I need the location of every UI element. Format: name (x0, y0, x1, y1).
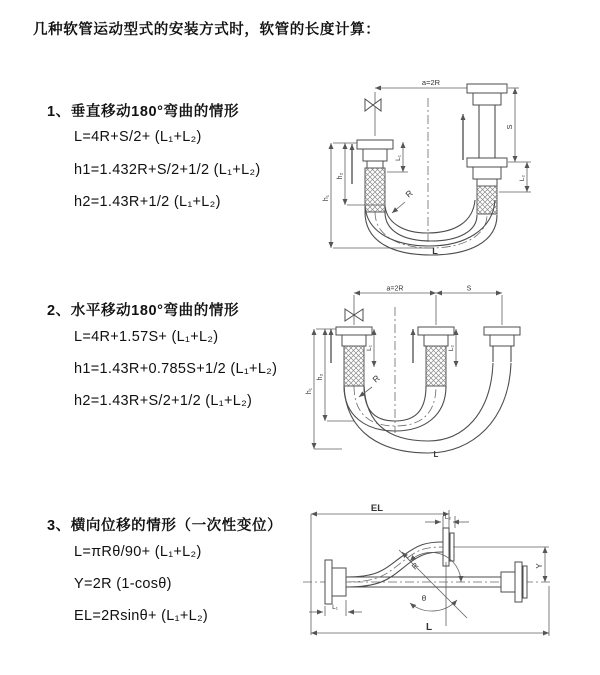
radius-label-r: R (410, 561, 421, 572)
dim-label-s: S (505, 124, 514, 130)
formula-line: h2=1.43R+S/2+1/2 (L₁+L₂) (74, 393, 253, 409)
dim-label-a2r: a=2R (421, 78, 441, 87)
dim-label-l2: L₂ (448, 344, 455, 352)
right-flange (501, 562, 527, 602)
middle-pipe-assembly (418, 327, 454, 386)
left-pipe-assembly (357, 140, 393, 212)
section-1-heading: 1、垂直移动180°弯曲的情形 (47, 104, 240, 120)
page-title: 几种软管运动型式的安装方式时，软管的长度计算： (33, 22, 381, 38)
diagram-horizontal-180-bend (306, 283, 568, 460)
section-3-heading: 3、横向位移的情形（一次性变位） (47, 518, 283, 534)
valve-icon (365, 99, 381, 111)
dim-label-a2r: a=2R (386, 285, 404, 293)
formula-line: h1=1.432R+S/2+1/2 (L₁+L₂) (74, 162, 261, 178)
radius-label-r: R (403, 187, 415, 200)
formula-line: EL=2Rsinθ+ (L₁+L₂) (74, 608, 209, 624)
dim-label-l2: L₂ (519, 174, 526, 182)
dim-label-h2: h₂ (337, 172, 344, 180)
dim-label-l1: L₁ (366, 345, 373, 351)
length-label-l: L (433, 450, 439, 459)
dim-label-l1: L₁ (395, 155, 402, 161)
dim-label-h2: h₂ (317, 373, 324, 381)
angle-label-theta: θ (421, 594, 427, 603)
right-pipe-assembly (467, 84, 507, 214)
formula-line: h2=1.43R+1/2 (L₁+L₂) (74, 194, 221, 210)
formula-line: L=4R+S/2+ (L₁+L₂) (74, 129, 202, 145)
moved-pipe-assembly (484, 327, 520, 362)
diagram-vertical-180-bend (315, 72, 560, 259)
dim-label-h1: h₁ (323, 194, 330, 202)
hose-displaced-s-curve (346, 542, 443, 587)
diagram-lateral-displacement (297, 502, 594, 644)
displaced-flange (443, 528, 454, 566)
dim-label-h1: h₁ (306, 387, 313, 395)
left-pipe-assembly (336, 327, 372, 386)
dim-label-l1: L₁ (332, 604, 338, 611)
section-2-heading: 2、水平移动180°弯曲的情形 (47, 303, 240, 319)
dim-label-el: EL (370, 503, 384, 514)
angle-construction (399, 550, 467, 626)
formula-line: L=4R+1.57S+ (L₁+L₂) (74, 329, 219, 345)
dim-label-y: Y (535, 563, 544, 569)
length-label-l: L (432, 246, 438, 256)
dim-label-s: S (466, 285, 472, 293)
length-label-l: L (425, 622, 433, 633)
formula-line: Y=2R (1-cosθ) (74, 576, 172, 592)
dim-label-l2: L₂ (444, 514, 452, 521)
radius-label-r: R (370, 372, 382, 385)
left-flange (325, 560, 346, 604)
formula-line: L=πRθ/90+ (L₁+L₂) (74, 544, 202, 560)
formula-line: h1=1.43R+0.785S+1/2 (L₁+L₂) (74, 361, 278, 377)
